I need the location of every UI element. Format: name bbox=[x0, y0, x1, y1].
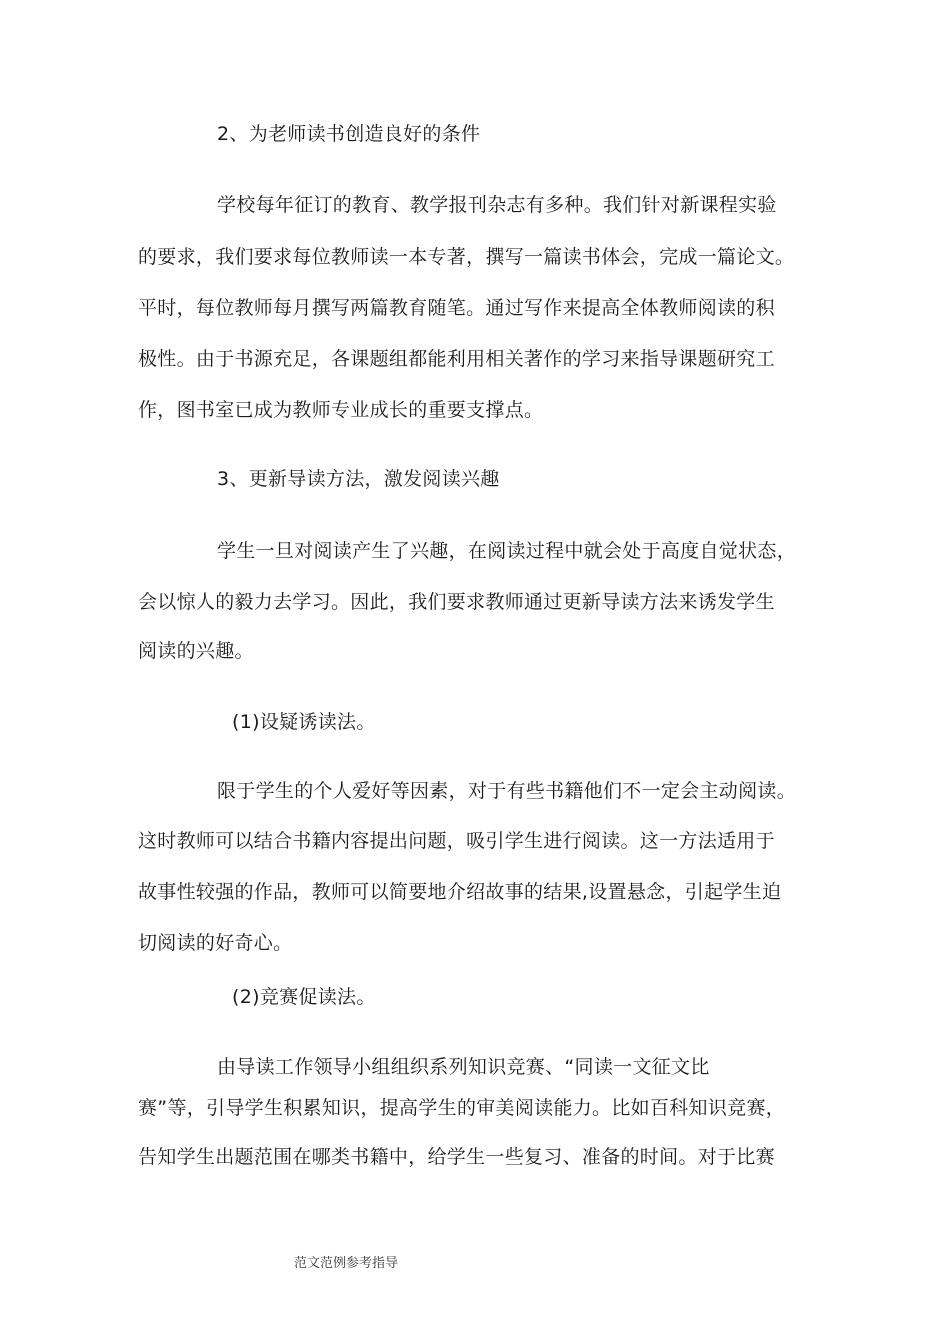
paragraph-line: 阅读的兴趣。 bbox=[138, 640, 254, 662]
paragraph-line: 由导读工作领导小组组织系列知识竞赛、“同读一文征文比 bbox=[217, 1056, 710, 1078]
paragraph-line: 学校每年征订的教育、教学报刊杂志有多种。我们针对新课程实验 bbox=[217, 194, 777, 216]
paragraph-line: 限于学生的个人爱好等因素，对于有些书籍他们不一定会主动阅读。 bbox=[217, 780, 797, 802]
paragraph-line: 赛”等，引导学生积累知识，提高学生的审美阅读能力。比如百科知识竞赛， bbox=[138, 1097, 786, 1119]
section-heading-3: 3、更新导读方法，激发阅读兴趣 bbox=[217, 468, 500, 490]
paragraph-line: 切阅读的好奇心。 bbox=[138, 932, 293, 954]
paragraph-line: 的要求，我们要求每位教师读一本专著，撰写一篇读书体会，完成一篇论文。 bbox=[138, 246, 795, 268]
paragraph-line: 平时，每位教师每月撰写两篇教育随笔。通过写作来提高全体教师阅读的积 bbox=[138, 297, 775, 319]
section-heading-2: 2、为老师读书创造良好的条件 bbox=[217, 123, 481, 145]
paragraph-line: 会以惊人的毅力去学习。因此，我们要求教师通过更新导读方法来诱发学生 bbox=[138, 591, 775, 613]
paragraph-line: 这时教师可以结合书籍内容提出问题，吸引学生进行阅读。这一方法适用于 bbox=[138, 830, 775, 852]
paragraph-line: 作，图书室已成为教师专业成长的重要支撑点。 bbox=[138, 399, 544, 421]
paragraph-line: 告知学生出题范围在哪类书籍中，给学生一些复习、准备的时间。对于比赛 bbox=[138, 1146, 775, 1168]
method-heading-2: (2)竞赛促读法。 bbox=[232, 986, 376, 1008]
paragraph-line: 学生一旦对阅读产生了兴趣，在阅读过程中就会处于高度自觉状态， bbox=[217, 540, 797, 562]
paragraph-line: 极性。由于书源充足，各课题组都能利用相关著作的学习来指导课题研究工 bbox=[138, 348, 775, 370]
method-heading-1: (1)设疑诱读法。 bbox=[232, 711, 376, 733]
paragraph-line: 故事性较强的作品，教师可以简要地介绍故事的结果,设置悬念，引起学生迫 bbox=[138, 881, 782, 903]
page-footer: 范文范例参考指导 bbox=[294, 1256, 399, 1271]
